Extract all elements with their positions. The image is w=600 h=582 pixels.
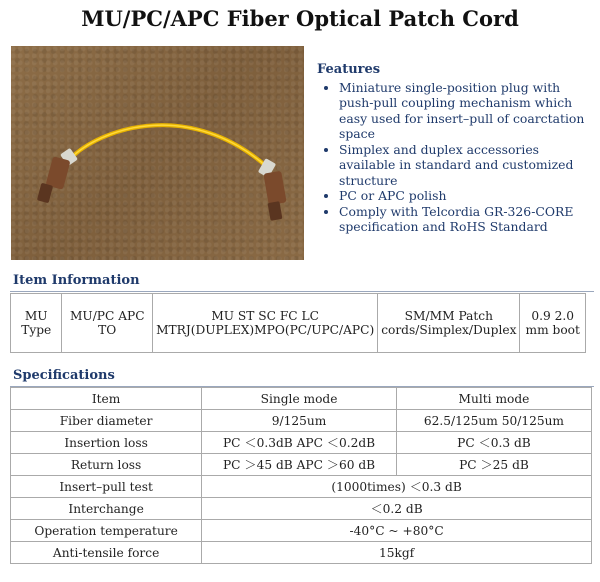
spec-single: PC ＜0.3dB APC ＜0.2dB [202,432,397,454]
spec-item: Interchange [11,498,202,520]
column-header: Item [11,388,202,410]
table-row [11,410,592,432]
info-cell: SM/MM Patch cords/Simplex/Duplex [378,294,520,353]
right-connector-icon [258,158,287,221]
feature-item: • Comply with Telcordia GR-326-CORE specification and RoHS Standard [339,204,592,235]
table-row [11,498,592,520]
spec-item: Return loss [11,454,202,476]
specifications-table [10,387,592,564]
table-row [11,454,592,476]
column-header: Multi mode [396,388,591,410]
info-cell: MU Type [11,294,62,353]
column-header: Single mode [202,388,397,410]
spec-multi: PC ＜0.3 dB [396,432,591,454]
feature-item: • Miniature single-position plug with push-pull coupling mechanism which easy used for insert–pull of coarctation space [339,80,592,142]
spec-both: ＜0.2 dB [202,498,592,520]
features-section [317,62,592,235]
item-info-rule [10,291,594,292]
features-list [317,80,592,235]
info-cell: 0.9 2.0 mm boot [520,294,586,353]
info-cell: MU ST SC FC LC MTRJ(DUPLEX)MPO(PC/UPC/APC) [153,294,378,353]
left-connector-icon [37,148,78,203]
page-title: MU/PC/APC Fiber Optical Patch Cord [81,6,519,31]
spec-item: Anti-tensile force [11,542,202,564]
item-info-table [10,293,586,353]
product-photo [11,46,304,260]
spec-multi: PC ＞25 dB [396,454,591,476]
table-row [11,432,592,454]
table-row [11,542,592,564]
spec-item: Fiber diameter [11,410,202,432]
spec-both: 15kgf [202,542,592,564]
feature-item: • PC or APC polish [339,188,592,204]
table-header-row [11,388,592,410]
spec-both: (1000times) ＜0.3 dB [202,476,592,498]
spec-single: 9/125um [202,410,397,432]
spec-item: Insert–pull test [11,476,202,498]
spec-both: -40°C ~ +80°C [202,520,592,542]
features-heading: Features [317,62,381,77]
spec-item: Operation temperature [11,520,202,542]
item-info-heading: Item Information [13,273,140,288]
table-row [11,520,592,542]
spec-multi: 62.5/125um 50/125um [396,410,591,432]
feature-item: • Simplex and duplex accessories available in standard and customized structure [339,142,592,189]
info-cell: MU/PC APC TO [62,294,153,353]
spec-single: PC ＞45 dB APC ＞60 dB [202,454,397,476]
table-row [11,476,592,498]
spec-item: Insertion loss [11,432,202,454]
specifications-heading: Specifications [13,368,115,383]
